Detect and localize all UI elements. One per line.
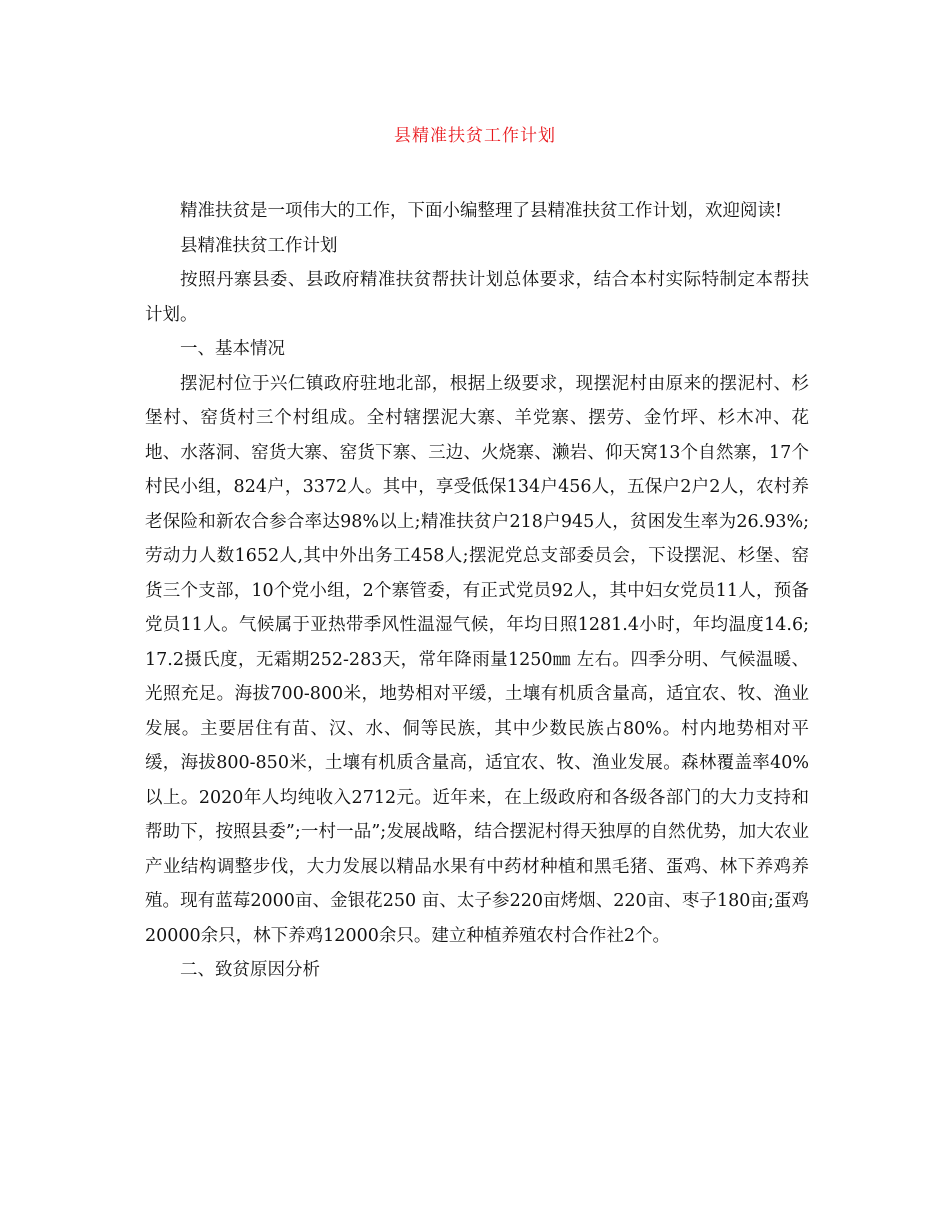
basic-situation-paragraph: 摆泥村位于兴仁镇政府驻地北部，根据上级要求，现摆泥村由原来的摆泥村、杉堡村、窑货村三个村组成。全村辖摆泥大寨、羊党寨、摆劳、金竹坪、杉木冲、花地、水落洞、窑货大寨、窑货下寨、三边、火烧寨、濑岩、仰天窝13个自然寨，17个村民小组，824户，3372人。其中，享受低保134户456人，五保户2户2人，农村养老保险和新农合参合率达98%以上;精准扶贫户218户945人，贫困发生率为26.93%;劳动力人数1652人,其中外出务工458人;摆泥党总支部委员会，下设摆泥、杉堡、窑货三个支部，10个党小组，2个寨管委，有正式党员92人，其中妇女党员11人，预备党员11人。气候属于亚热带季风性温湿气候，年均日照1281.4小时，年均温度14.6;17.2摄氏度，无霜期252-283天，常年降雨量1250㎜ 左右。四季分明、气候温暖、光照充足。海拔700-800米，地势相对平缓，土壤有机质含量高，适宜农、牧、渔业发展。主要居住有苗、汉、水、侗等民族，其中少数民族占80%。村内地势相对平缓，海拔800-850米，土壤有机质含量高，适宜农、牧、渔业发展。森林覆盖率40%以上。2020年人均纯收入2712元。近年来，在上级政府和各级各部门的大力支持和帮助下，按照县委”;一村一品”;发展战略，结合摆泥村得天独厚的自然优势，加大农业产业结构调整步伐，大力发展以精品水果有中药材种植和黑毛猪、蛋鸡、林下养鸡养殖。现有蓝莓2000亩、金银花250 亩、太子参220亩烤烟、220亩、枣子180亩;蛋鸡20000余只，林下养鸡12000余只。建立种植养殖农村合作社2个。	[145, 373, 809, 946]
document-title: 县精准扶贫工作计划	[394, 126, 556, 146]
section-heading-basic-situation: 一、基本情况	[180, 339, 285, 359]
document-body	[145, 194, 809, 988]
intro-paragraph: 精准扶贫是一项伟大的工作，下面小编整理了县精准扶贫工作计划，欢迎阅读!	[180, 201, 783, 221]
purpose-paragraph: 按照丹寨县委、县政府精准扶贫帮扶计划总体要求，结合本村实际特制定本帮扶计划。	[145, 270, 809, 325]
subtitle-heading: 县精准扶贫工作计划	[180, 235, 338, 256]
section-heading-poverty-causes: 二、致贫原因分析	[180, 960, 320, 980]
